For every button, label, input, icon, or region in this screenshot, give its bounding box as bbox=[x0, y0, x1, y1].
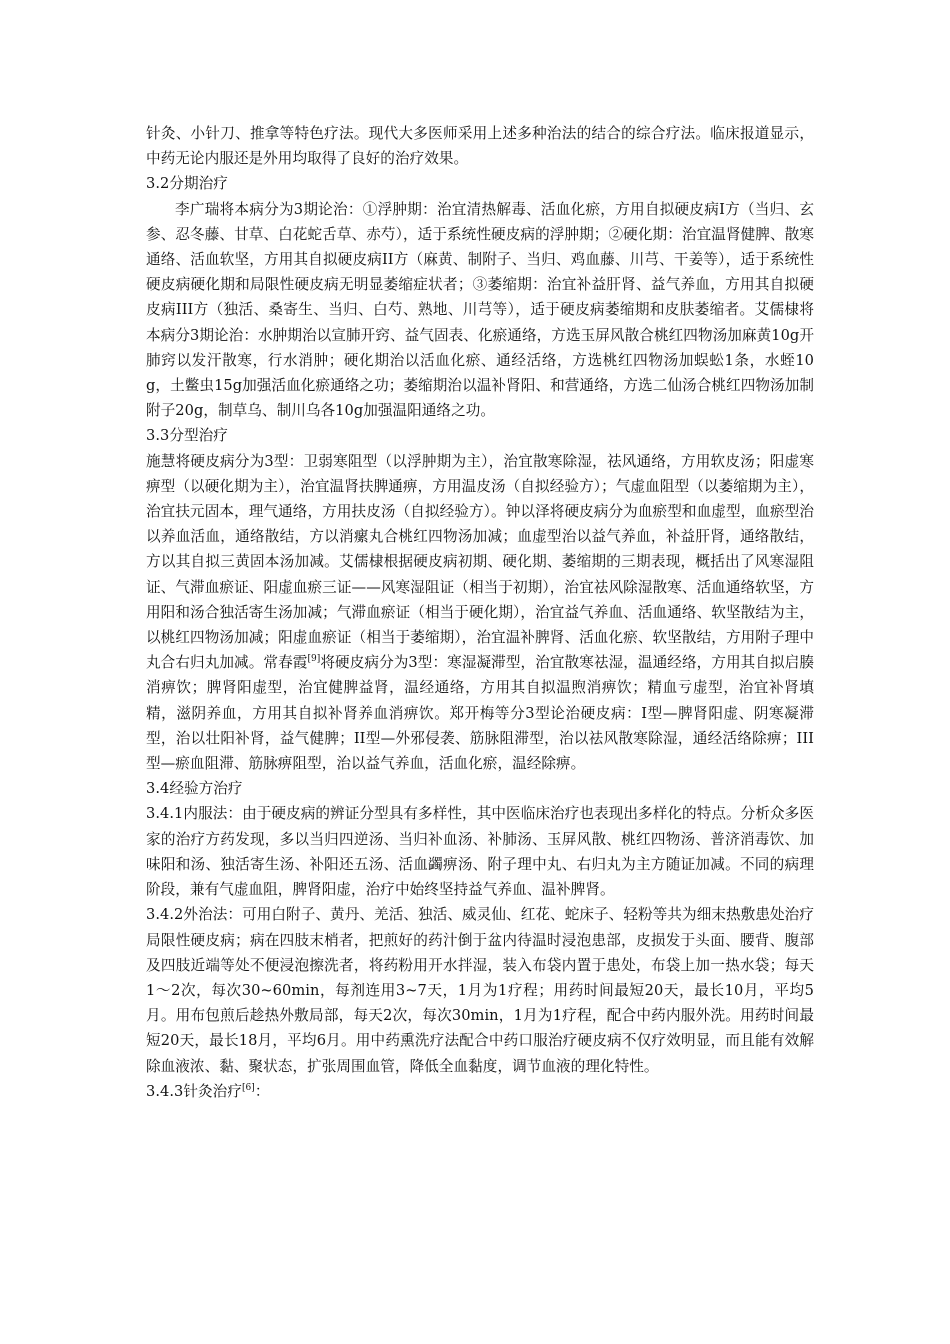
paragraph-type-treatment bbox=[146, 449, 814, 777]
document-body bbox=[146, 121, 814, 1104]
paragraph-type-treatment-part1: 施慧将硬皮病分为3型：卫弱寒阻型（以浮肿期为主），治宜散寒除湿，祛风通络，方用软皮汤；阳虚寒痹型（以硬化期为主），治宜温肾扶脾通痹，方用温皮汤（自拟经验方）；气虚血阻型（以萎缩期为主），治宜扶元固本，理气通络，方用扶皮汤（自拟经验方）。钟以泽将硬皮病分为血瘀型和血虚型，血瘀型治以养血活血，通络散结，方以消瘰丸合桃红四物汤加减；血虚型治以益气养血，补益肝肾，通络散结，方以其自拟三黄固本汤加减。艾儒棣根据硬皮病初期、硬化期、萎缩期的三期表现，概括出了风寒湿阻证、气滞血瘀证、阳虚血瘀三证——风寒湿阻证（相当于初期），治宜祛风除湿散寒、活血通络软坚，方用阳和汤合独活寄生汤加减；气滞血瘀证（相当于硬化期），治宜益气养血、活血通络、软坚散结为主，以桃红四物汤加减；阳虚血瘀证（相当于萎缩期），治宜温补脾肾、活血化瘀、软坚散结，方用附子理中丸合右归丸加减。常春霞 bbox=[146, 452, 814, 672]
section-heading-3-2: 3.2分期治疗 bbox=[146, 175, 228, 193]
acupuncture-heading-text: 3.4.3针灸治疗 bbox=[146, 1082, 242, 1100]
acupuncture-heading-colon: ： bbox=[254, 1082, 270, 1100]
paragraph-type-treatment-part2: 将硬皮病分为3型：寒湿凝滞型，治宜散寒祛湿，温通经络，方用其自拟启腠消痹饮；脾肾阳虚型，治宜健脾益肾，温经通络，方用其自拟温煦消痹饮；精血亏虚型，治宜补肾填精，滋阴养血，方用其自拟补肾养血消痹饮。郑开梅等分3型论治硬皮病：Ⅰ型—脾肾阳虚、阴寒凝滞型，治以壮阳补肾，益气健脾；II型—外邪侵袭、筋脉阻滞型，治以祛风散寒除湿，通经活络除痹；III型—瘀血阻滞、筋脉痹阻型，治以益气养血，活血化瘀，温经除痹。 bbox=[146, 654, 814, 773]
section-heading-3-4: 3.4经验方治疗 bbox=[146, 780, 243, 798]
paragraph-internal-medicine: 3.4.1内服法：由于硬皮病的辨证分型具有多样性，其中医临床治疗也表现出多样化的特点。分析众多医家的治疗方药发现，多以当归四逆汤、当归补血汤、补肺汤、玉屏风散、桃红四物汤、普济消毒饮、加味阳和汤、独活寄生汤、补阳还五汤、活血蠲痹汤、附子理中丸、右归丸为主方随证加减。不同的病理阶段，兼有气虚血阻，脾肾阳虚，治疗中始终坚持益气养血、温补脾肾。 bbox=[146, 805, 814, 899]
subsection-heading-3-4-3 bbox=[146, 1079, 814, 1104]
citation-9: [9] bbox=[307, 654, 321, 665]
intro-paragraph: 针灸、小针刀、推拿等特色疗法。现代大多医师采用上述多种治法的结合的综合疗法。临床报道显示，中药无论内服还是外用均取得了良好的治疗效果。 bbox=[146, 125, 814, 168]
paragraph-external-treatment: 3.4.2外治法：可用白附子、黄丹、羌活、独活、威灵仙、红花、蛇床子、轻粉等共为细末热敷患处治疗局限性硬皮病；病在四肢末梢者，把煎好的药汁倒于盆内待温时浸泡患部，皮损发于头面、腰背、腹部及四肢近端等处不便浸泡擦洗者，将药粉用开水拌湿，装入布袋内置于患处，布袋上加一热水袋；每天1～2次，每次30~60min，每剂连用3~7天，1月为1疗程；用药时间最短20天，最长10月，平均5月。用布包煎后趁热外敷局部，每天2次，每次30min，1月为1疗程，配合中药内服外洗。用药时间最短20天，最长18月，平均6月。用中药熏洗疗法配合中药口服治疗硬皮病不仅疗效明显，而且能有效解除血液浓、黏、聚状态，扩张周围血管，降低全血黏度，调节血液的理化特性。 bbox=[146, 906, 814, 1075]
citation-6: [6] bbox=[241, 1082, 255, 1093]
section-heading-3-3: 3.3分型治疗 bbox=[146, 427, 228, 445]
paragraph-staged-treatment: 李广瑞将本病分为3期论治：①浮肿期：治宜清热解毒、活血化瘀，方用自拟硬皮病Ⅰ方（当归、玄参、忍冬藤、甘草、白花蛇舌草、赤芍），适于系统性硬皮病的浮肿期；②硬化期：治宜温肾健脾、散寒通络、活血软坚，方用其自拟硬皮病II方（麻黄、制附子、当归、鸡血藤、川芎、干姜等），适于系统性硬皮病硬化期和局限性硬皮病无明显萎缩症状者；③萎缩期：治宜补益肝肾、益气养血，方用其自拟硬皮病III方（独活、桑寄生、当归、白芍、熟地、川芎等），适于硬皮病萎缩期和皮肤萎缩者。艾儒棣将本病分3期论治：水肿期治以宣肺开窍、益气固表、化瘀通络，方选玉屏风散合桃红四物汤加麻黄10g开肺窍以发汗散寒，行水消肿；硬化期治以活血化瘀、通经活络，方选桃红四物汤加蜈蚣1条，水蛭10 g，土鳖虫15g加强活血化瘀通络之功；萎缩期治以温补肾阳、和营通络，方选二仙汤合桃红四物汤加制附子20g，制草乌、制川乌各10g加强温阳通络之功。 bbox=[146, 200, 814, 420]
